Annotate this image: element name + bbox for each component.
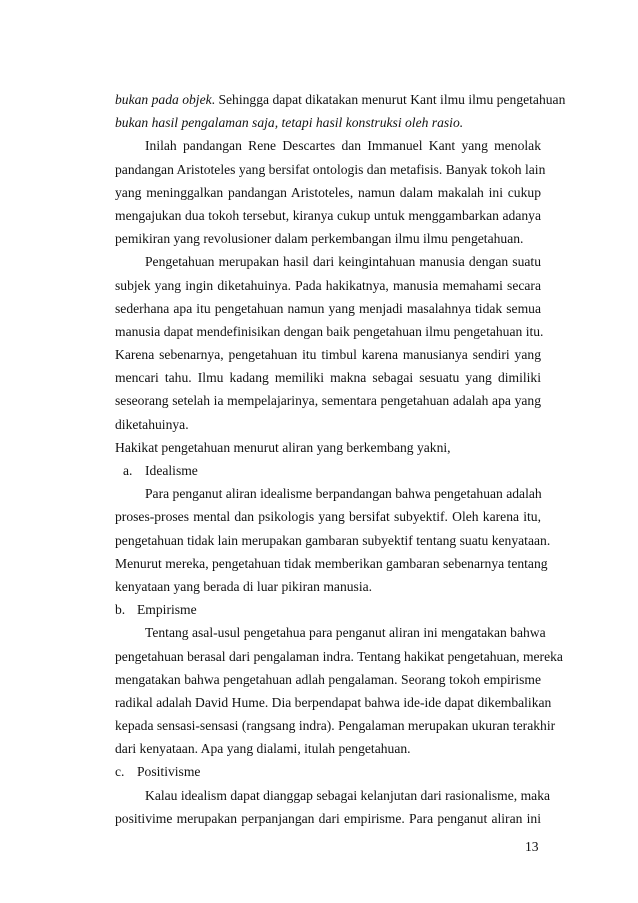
pengetahuan-line-6: mencari tahu. Ilmu kadang memiliki makna sebagai sesuatu yang dimiliki	[115, 370, 541, 386]
idealisme-line-4: Menurut mereka, pengetahuan tidak memberikan gambaran sebenarnya tentang	[115, 555, 548, 571]
section-heading-idealisme	[115, 459, 541, 482]
descartes-line-5: pemikiran yang revolusioner dalam perkembangan ilmu ilmu pengetahuan.	[115, 231, 524, 247]
list-marker: b.	[115, 602, 126, 618]
pengetahuan-line-5: Karena sebenarnya, pengetahuan itu timbul karena manusianya sendiri yang	[115, 347, 541, 363]
pengetahuan-line-7: seseorang setelah ia mempelajarinya, sementara pengetahuan adalah apa yang	[115, 393, 541, 409]
idealisme-line-5: kenyataan yang berada di luar pikiran manusia.	[115, 578, 373, 594]
empirisme-line-1: Tentang asal-usul pengetahua para penganut aliran ini mengatakan bahwa	[145, 625, 546, 641]
section-heading-text: Positivisme	[137, 764, 201, 780]
idealisme-line-1: Para penganut aliran idealisme berpandangan bahwa pengetahuan adalah	[145, 486, 542, 502]
section-heading-text: Empirisme	[137, 602, 197, 618]
positivisme-line-1: Kalau idealism dapat dianggap sebagai kelanjutan dari rasionalisme, maka	[145, 787, 551, 803]
descartes-line-3: yang meninggalkan pandangan Aristoteles, namun dalam makalah ini cukup	[115, 184, 541, 200]
pengetahuan-line-3: sederhana apa itu pengetahuan namun yang menjadi masalahnya tidak semua	[115, 300, 541, 316]
empirisme-line-2: pengetahuan berasal dari pengalaman indra. Tentang hakikat pengetahuan, mereka	[115, 648, 563, 664]
empirisme-line-4: radikal adalah David Hume. Dia berpendapat bahwa ide-ide dapat dikembalikan	[115, 694, 552, 710]
section-heading-positivisme	[115, 760, 541, 783]
pengetahuan-line-8: diketahuinya.	[115, 416, 189, 432]
descartes-line-4: mengajukan dua tokoh tersebut, kiranya cukup untuk menggambarkan adanya	[115, 207, 541, 223]
positivisme-line-2: positivime merupakan perpanjangan dari empirisme. Para penganut aliran ini	[115, 810, 541, 826]
intro-italic-line: bukan hasil pengalaman saja, tetapi hasil konstruksi oleh rasio.	[115, 115, 464, 131]
empirisme-line-3: mengatakan bahwa pengetahuan adlah pengalaman. Seorang tokoh empirisme	[115, 671, 541, 687]
list-marker: a.	[123, 463, 133, 478]
hakikat-intro: Hakikat pengetahuan menurut aliran yang berkembang yakni,	[115, 439, 451, 455]
idealisme-line-3: pengetahuan tidak lain merupakan gambaran subyektif tentang suatu kenyataan.	[115, 532, 551, 548]
pengetahuan-line-1: Pengetahuan merupakan hasil dari keingintahuan manusia dengan suatu	[145, 254, 541, 270]
idealisme-line-2: proses-proses mental dan psikologis yang bersifat subyektif. Oleh karena itu,	[115, 509, 541, 525]
descartes-line-1: Inilah pandangan Rene Descartes dan Immanuel Kant yang menolak	[145, 138, 541, 154]
intro-line-1	[115, 88, 566, 111]
pengetahuan-line-4: manusia dapat mendefinisikan dengan baik pengetahuan ilmu pengetahuan itu.	[115, 323, 544, 339]
section-heading-empirisme	[115, 598, 541, 621]
intro-line-2	[115, 111, 541, 134]
descartes-line-2: pandangan Aristoteles yang bersifat ontologis dan metafisis. Banyak tokoh lain	[115, 161, 546, 177]
empirisme-line-6: dari kenyataan. Apa yang dialami, itulah pengetahuan.	[115, 741, 411, 757]
intro-line-1-rest: . Sehingga dapat dikatakan menurut Kant ilmu ilmu pengetahuan	[211, 92, 566, 107]
intro-italic-phrase: bukan pada objek	[115, 92, 212, 107]
pengetahuan-line-2: subjek yang ingin diketahuinya. Pada hakikatnya, manusia memahami secara	[115, 277, 541, 293]
page-number: 13	[525, 839, 539, 854]
page-body	[115, 88, 566, 830]
section-heading-text: Idealisme	[145, 463, 198, 478]
list-marker: c.	[115, 764, 125, 780]
empirisme-line-5: kepada sensasi-sensasi (rangsang indra). Pengalaman merupakan ukuran terakhir	[115, 718, 556, 734]
